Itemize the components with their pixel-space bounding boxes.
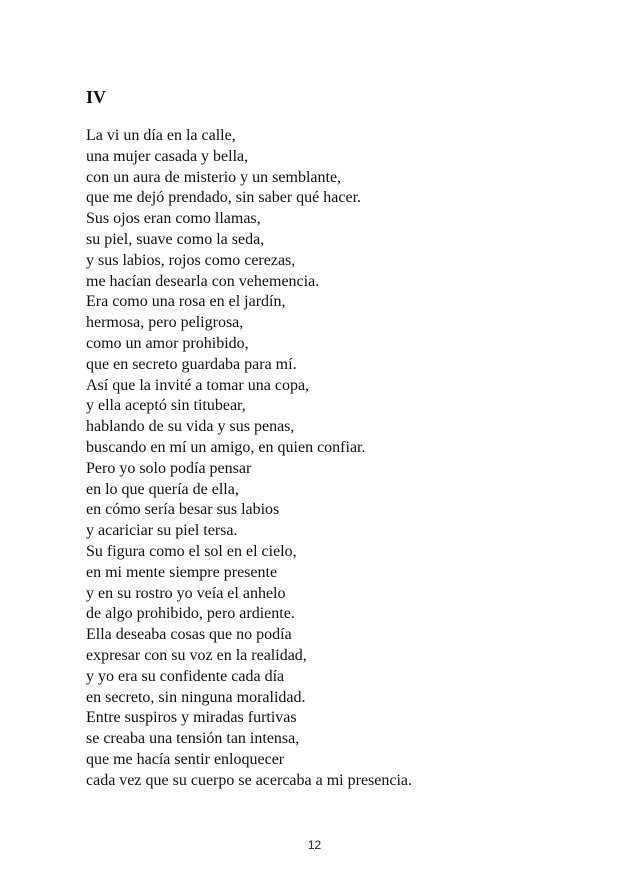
- poem-line: y en su rostro yo veía el anhelo: [86, 584, 286, 602]
- poem-line: con un aura de misterio y un semblante,: [86, 168, 342, 186]
- page-number: 12: [307, 838, 322, 852]
- poem-line: que en secreto guardaba para mí.: [86, 355, 297, 373]
- poem-body: [86, 126, 606, 792]
- poem-line: que me dejó prendado, sin saber qué hacer.: [86, 189, 362, 207]
- poem-line: en cómo sería besar sus labios: [86, 501, 280, 519]
- poem-line: Pero yo solo podía pensar: [86, 459, 252, 477]
- poem-line: en secreto, sin ninguna moralidad.: [86, 688, 306, 706]
- poem-line: La vi un día en la calle,: [86, 127, 236, 144]
- poem-line: se creaba una tensión tan intensa,: [86, 730, 300, 748]
- poem-line: en lo que quería de ella,: [86, 480, 239, 498]
- poem-line: expresar con su voz en la realidad,: [86, 646, 307, 664]
- poem-line: como un amor prohibido,: [86, 334, 249, 352]
- poem-line: Así que la invité a tomar una copa,: [86, 376, 310, 394]
- poem-line: Entre suspiros y miradas furtivas: [86, 709, 297, 727]
- poem-line: de algo prohibido, pero ardiente.: [86, 605, 295, 623]
- poem-heading: IV: [86, 87, 107, 107]
- poem-line: y acariciar su piel tersa.: [86, 522, 238, 540]
- poem-line: Sus ojos eran como llamas,: [86, 210, 261, 228]
- poem-line: me hacían desearla con vehemencia.: [86, 272, 320, 290]
- poem-line: en mi mente siempre presente: [86, 563, 278, 581]
- poem-line: y yo era su confidente cada día: [86, 667, 285, 685]
- poem-line: y ella aceptó sin titubear,: [86, 397, 246, 415]
- poem-line: cada vez que su cuerpo se acercaba a mi presencia.: [86, 771, 413, 789]
- poem-line: Su figura como el sol en el cielo,: [86, 542, 297, 560]
- poem-line: Ella deseaba cosas que no podía: [86, 626, 292, 644]
- poem-line: una mujer casada y bella,: [86, 147, 249, 165]
- poem-line: Era como una rosa en el jardín,: [86, 293, 286, 311]
- poem-line: buscando en mí un amigo, en quien confiar.: [86, 438, 366, 456]
- poem-line: hermosa, pero peligrosa,: [86, 314, 244, 332]
- poem-line: hablando de su vida y sus penas,: [86, 418, 295, 436]
- poem-line: y sus labios, rojos como cerezas,: [86, 251, 296, 269]
- poem-line: que me hacía sentir enloquecer: [86, 750, 285, 768]
- poem-line: su piel, suave como la seda,: [86, 230, 265, 248]
